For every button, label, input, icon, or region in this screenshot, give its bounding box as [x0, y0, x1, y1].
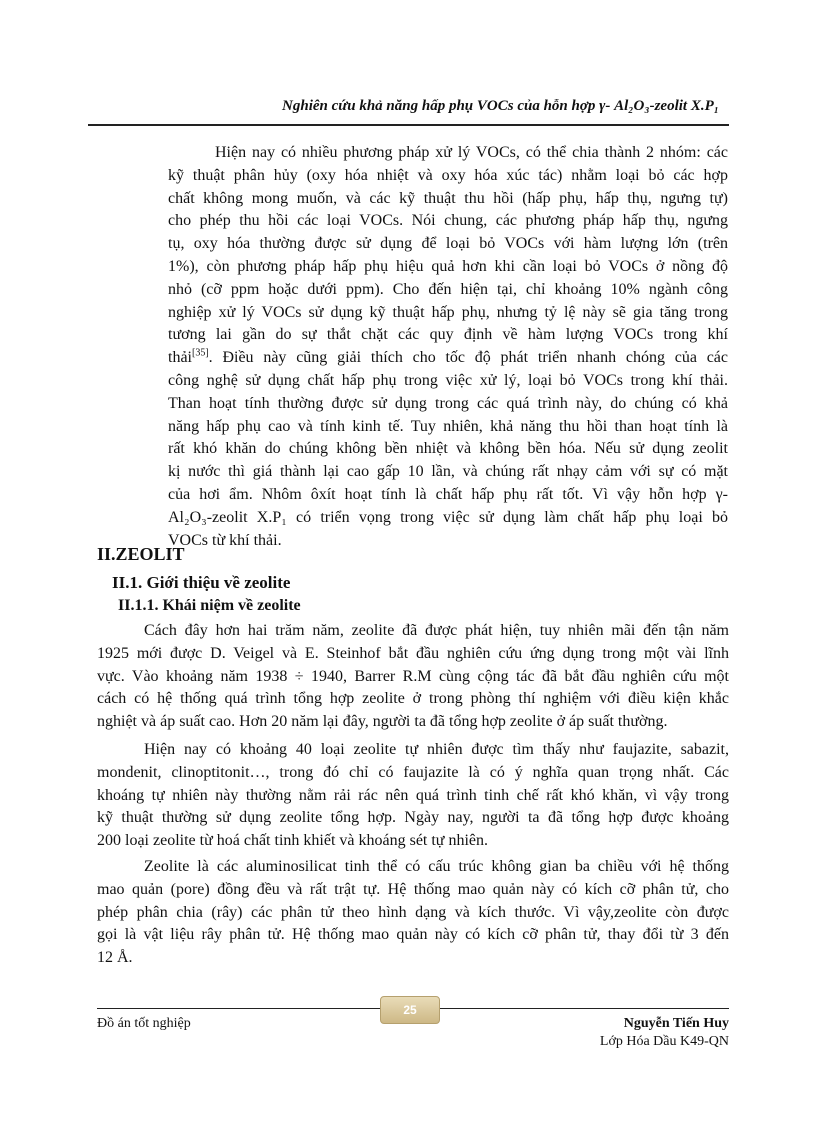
text-line: vực. Vào khoảng năm 1938 ÷ 1940, Barrer R.M cùng cộng tác đã bắt đầu nghiên cứu một — [97, 667, 729, 685]
footer-divider-left — [97, 1008, 382, 1009]
text-line: phép phân chia (rây) các phân tử theo hình dạng và kích thước. Vì vậy,zeolite còn được — [97, 903, 729, 921]
footer-author: Nguyễn Tiến Huy — [623, 1016, 729, 1031]
text-line: năng hấp phụ cao và tính kinh tế. Tuy nhiên, khả năng thu hồi than hoạt tính là — [168, 417, 728, 435]
text-line: tụ, oxy hóa thường được sử dụng để loại bỏ VOCs với hàm lượng lớn (trên — [168, 235, 728, 253]
text-line: mao quản (pore) đồng đều và rất trật tự. Hệ thống mao quản này có kích cỡ phân tử, cho — [97, 880, 729, 898]
intro-paragraph — [168, 142, 728, 552]
text-fragment: thải — [168, 349, 192, 367]
text-line: nghiệt và áp suất cao. Hơn 20 năm lại đây, người ta đã tổng hợp zeolite ở áp suất thường. — [97, 713, 668, 731]
text-line: Than hoạt tính thường được sử dụng trong các quá trình này, do chúng có khả — [168, 394, 728, 412]
header-divider — [88, 124, 729, 126]
text-line: 1925 mới được D. Veigel và E. Steinhof bắt đầu nghiên cứu ứng dụng trong một vài lĩnh — [97, 644, 729, 662]
footer-class-name: Lớp Hóa Dầu K49-QN — [599, 1034, 729, 1049]
text-line: kỹ thuật phân hủy (oxy hóa nhiệt và oxy hóa xúc tác) nhằm loại bỏ các hợp — [168, 166, 728, 184]
text-line: mondenit, clinoptitonit…, trong đó chỉ có faujazite là có ý nghĩa quan trọng nhất. Các — [97, 763, 729, 781]
text-line: cho phép thu hồi các loại VOCs. Nói chung, các phương pháp hấp thụ, ngưng — [168, 212, 728, 230]
running-header-title: Nghiên cứu khả năng hấp phụ VOCs của hỗn hợp γ- Al₂O₃-zeolit X.P₁ — [282, 98, 719, 114]
text-line: VOCs từ khí thải. — [168, 531, 282, 549]
text-line: kỹ thuật thường sử dụng zeolite tổng hợp. Ngày nay, người ta đã tổng hợp được khoảng — [97, 809, 729, 827]
subsection-heading: II.1. Giới thiệu về zeolite — [112, 573, 291, 592]
text-line: nghiệp xử lý VOCs sử dụng kỹ thuật hấp phụ, nhưng tỷ lệ này sẽ gia tăng trong — [168, 303, 728, 321]
text-line: Hiện nay có nhiều phương pháp xử lý VOCs, có thể chia thành 2 nhóm: các — [215, 144, 728, 161]
text-line: nhỏ (cỡ ppm hoặc dưới ppm). Cho đến hiện tại, chỉ khoảng 10% ngành công — [168, 280, 728, 298]
text-line: 12 Å. — [97, 949, 133, 967]
text-line: chất không mong muốn, và các kỹ thuật thu hồi (hấp phụ, hấp thụ, ngưng tự) — [168, 189, 728, 207]
text-line: của hơi ẩm. Nhôm ôxít hoạt tính là chất hấp phụ rất tốt. Vì vậy hỗn hợp γ- — [168, 485, 728, 503]
subsubsection-heading: II.1.1. Khái niệm về zeolite — [118, 597, 301, 614]
natural-zeolite-paragraph — [97, 739, 729, 853]
text-line: tương lai gần do sự thắt chặt các quy định về hàm lượng VOCs trong khí — [168, 326, 728, 344]
text-line: công nghệ sử dụng chất hấp phụ trong việc xử lý, loại bỏ VOCs trong khí thải. — [168, 371, 728, 389]
section-heading: II.ZEOLIT — [97, 544, 185, 564]
citation-reference: [35] — [192, 347, 209, 359]
text-line-with-citation — [168, 347, 728, 370]
text-line: Al₂O₃-zeolit X.P₁ có triển vọng trong việc sử dụng làm chất hấp phụ loại bỏ — [168, 508, 728, 526]
text-line: Cách đây hơn hai trăm năm, zeolite đã được phát hiện, tuy nhiên mãi đến tận năm — [144, 622, 729, 639]
text-line: Hiện nay có khoảng 40 loại zeolite tự nhiên được tìm thấy như faujazite, sabazit, — [144, 741, 729, 758]
text-line: khoáng tự nhiên này thường nằm rải rác nên quá trình tinh chế rất khó khăn, vì vậy trong — [97, 786, 729, 804]
text-line: Zeolite là các aluminosilicat tinh thể có cấu trúc không gian ba chiều với hệ thống — [144, 858, 729, 875]
text-fragment: . Điều này cũng giải thích cho tốc độ phát triển nhanh chóng của các — [208, 349, 728, 367]
text-line: 1%), còn phương pháp hấp phụ hiệu quả hơn khi cần loại bỏ VOCs ở nồng độ — [168, 257, 728, 275]
footer-document-type: Đồ án tốt nghiệp — [97, 1016, 191, 1031]
text-line: cách có hệ thống quá trình tổng hợp zeolite ở trong phòng thí nghiệm với điều kiện khắc — [97, 690, 729, 708]
text-line: rất khó khăn do chúng không bền nhiệt và không bền hóa. Nếu sử dụng zeolit — [168, 440, 728, 458]
page-number-badge: 25 — [380, 996, 440, 1024]
footer-divider-right — [438, 1008, 729, 1009]
definition-paragraph — [97, 856, 729, 970]
text-line: kị nước thì giá thành lại cao gấp 10 lần, và chúng rất nhạy cảm với sự có mặt — [168, 463, 728, 481]
history-paragraph — [97, 620, 729, 734]
text-line: 200 loại zeolite từ hoá chất tinh khiết và khoáng sét tự nhiên. — [97, 832, 489, 850]
text-line: gọi là vật liệu rây phân tử. Hệ thống mao quản này có kích cỡ phân tử, thay đổi từ 3 đến — [97, 926, 729, 944]
